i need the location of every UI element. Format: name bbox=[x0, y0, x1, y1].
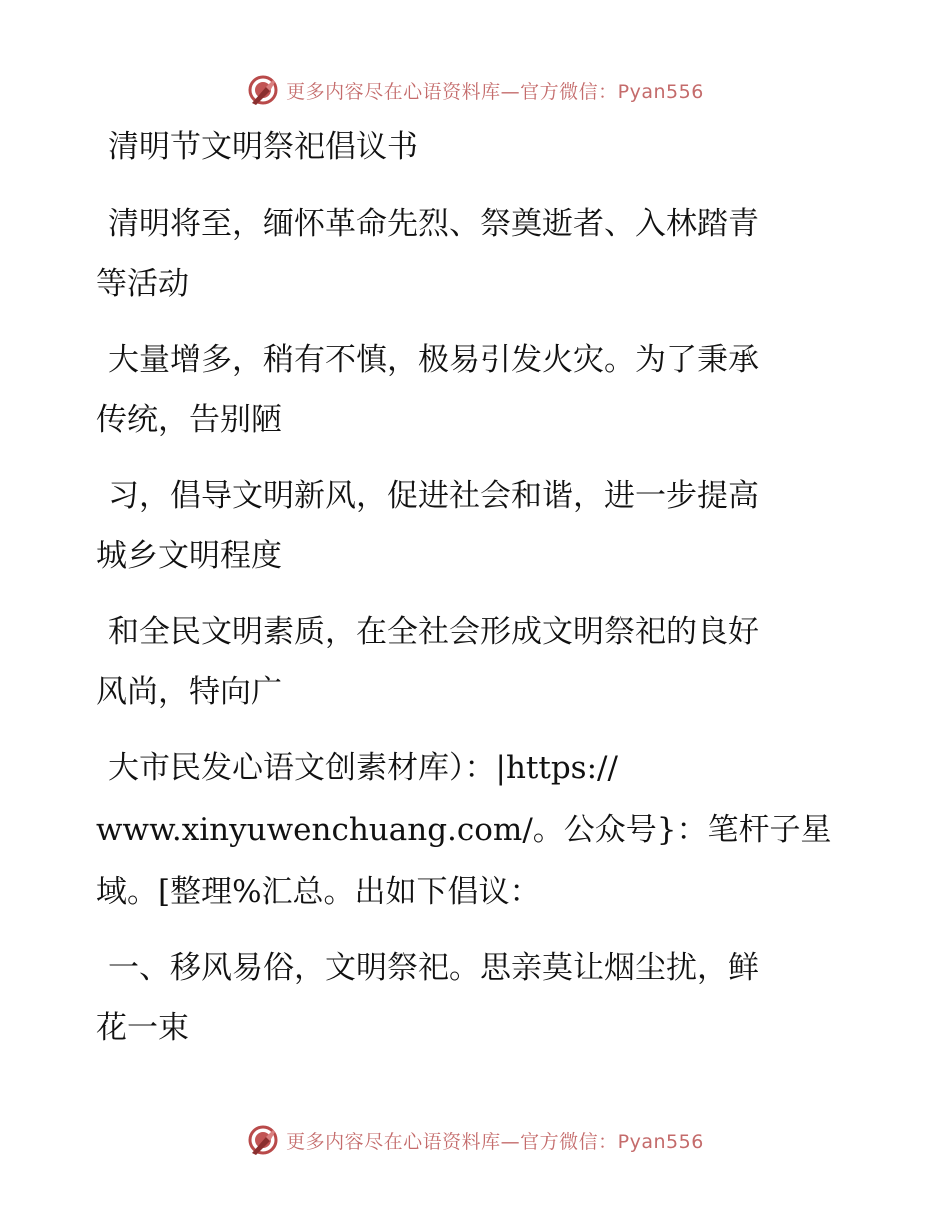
text-line: 花一束 bbox=[96, 1010, 189, 1046]
text-line: 大市民发心语文创素材库）：|https:// bbox=[108, 750, 618, 786]
text-line: 等活动 bbox=[96, 266, 189, 302]
text-line: 习，倡导文明新风，促进社会和谐，进一步提高 bbox=[108, 478, 759, 514]
text-line: 城乡文明程度 bbox=[96, 538, 282, 574]
text-line: 传统，告别陋 bbox=[96, 402, 282, 438]
document-title: 清明节文明祭祀倡议书 bbox=[108, 129, 418, 165]
text-line: 风尚，特向广 bbox=[96, 674, 282, 710]
text-line: 域。[整理%汇总。出如下倡议： bbox=[96, 874, 541, 910]
watermark-text: 更多内容尽在心语资料库—官方微信：Pyan556 bbox=[286, 80, 704, 103]
pen-circle-logo-icon bbox=[246, 73, 280, 107]
text-line: 一、移风易俗，文明祭祀。思亲莫让烟尘扰，鲜 bbox=[108, 950, 759, 986]
text-line: www.xinyuwenchuang.com/。公众号}：笔杆子星 bbox=[96, 812, 832, 848]
header-watermark-banner bbox=[0, 70, 950, 110]
footer-watermark-banner bbox=[0, 1120, 950, 1160]
document-body bbox=[96, 118, 836, 1060]
text-line: 和全民文明素质，在全社会形成文明祭祀的良好 bbox=[108, 614, 759, 650]
watermark-text: 更多内容尽在心语资料库—官方微信：Pyan556 bbox=[286, 1130, 704, 1153]
text-line: 清明将至，缅怀革命先烈、祭奠逝者、入林踏青 bbox=[108, 206, 759, 242]
text-line: 大量增多，稍有不慎，极易引发火灾。为了秉承 bbox=[108, 342, 759, 378]
pen-circle-logo-icon bbox=[246, 1123, 280, 1157]
